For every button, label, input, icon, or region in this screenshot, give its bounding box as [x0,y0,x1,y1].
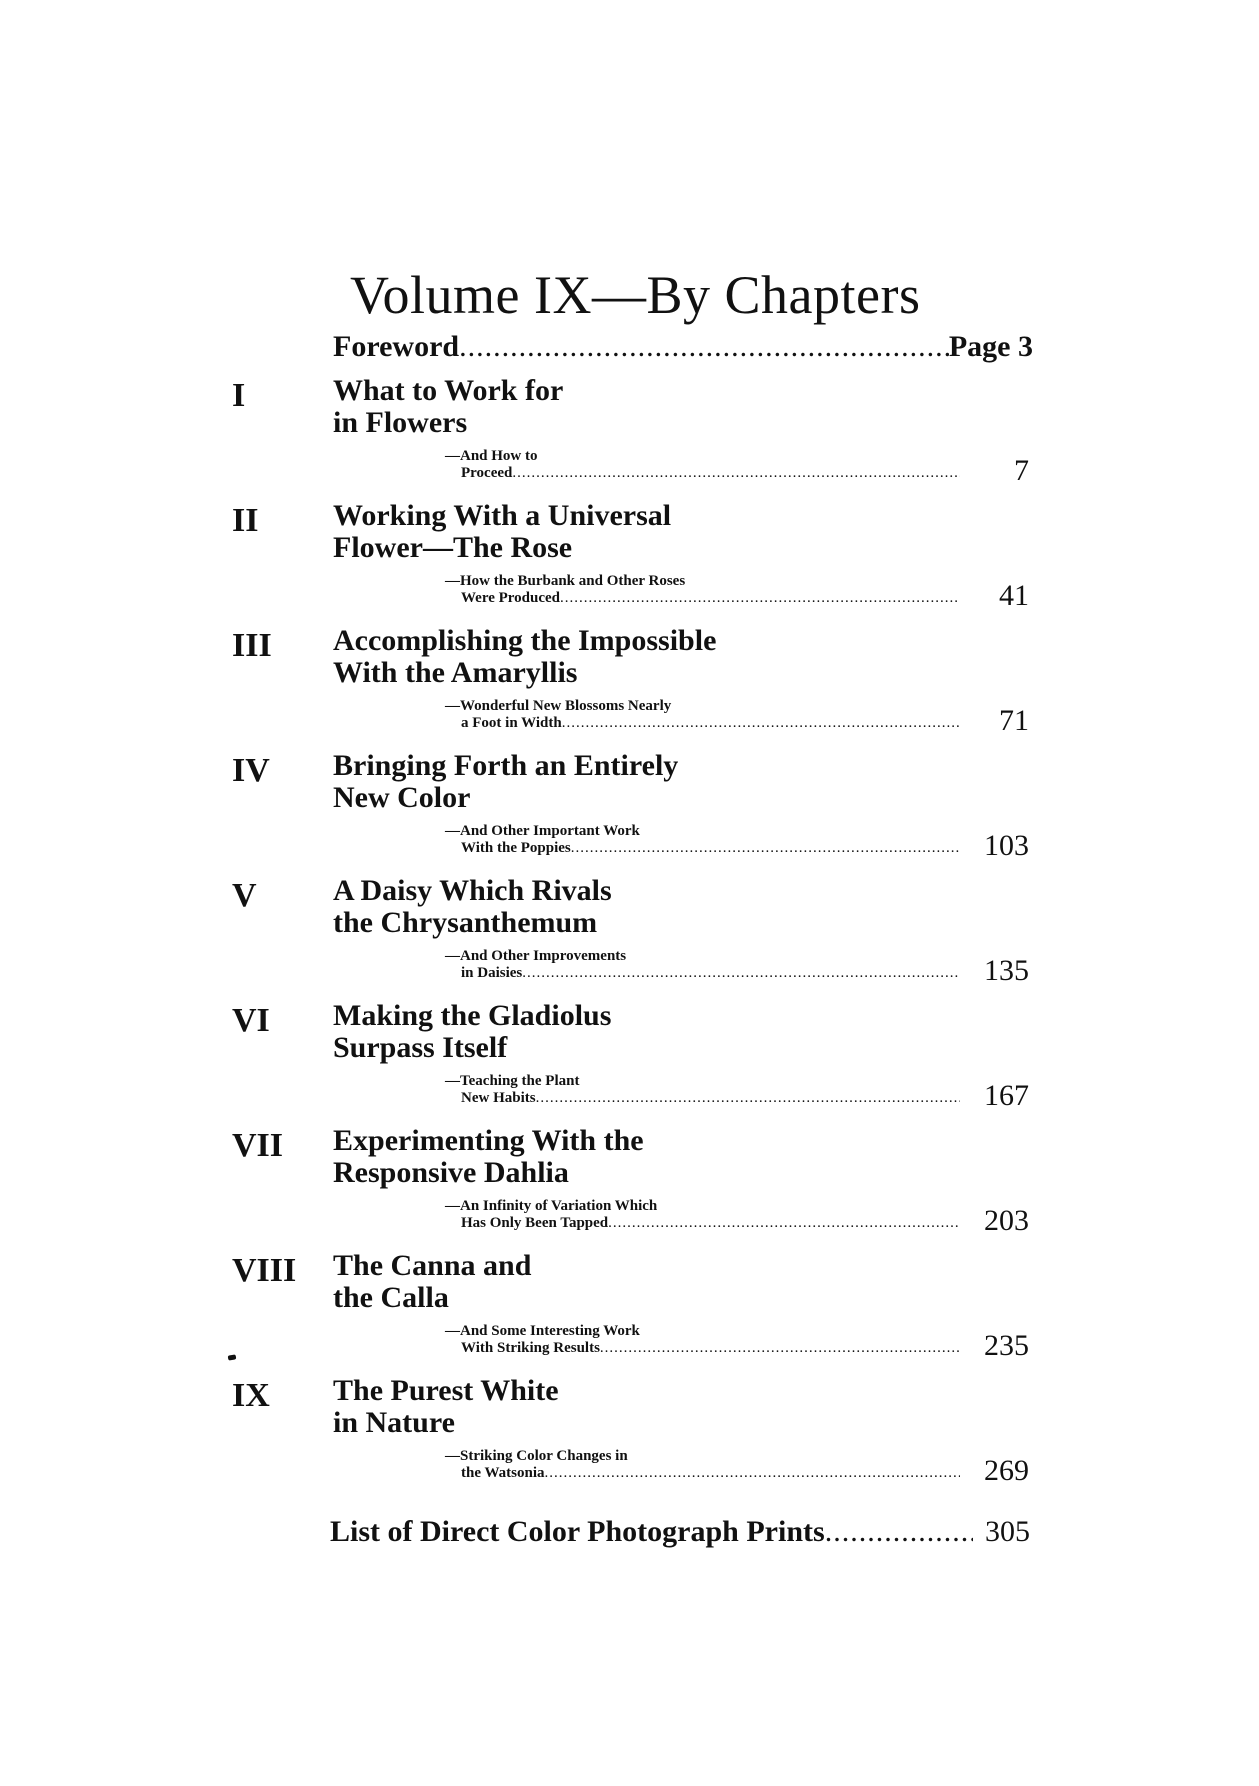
chapter-numeral: VII [232,1127,284,1164]
chapter-subtitle-line2: Has Only Been Tapped [461,1215,609,1231]
chapter-subtitle-line1: —And How to [445,448,538,464]
chapter-entry-1 [0,375,1259,495]
dot-leader [825,1515,973,1549]
list-of-prints-entry [330,1515,1030,1555]
dot-leader [512,465,960,482]
chapter-title-line1: The Purest White [333,1374,559,1407]
chapter-subtitle [445,823,960,857]
chapter-title-line1: Accomplishing the Impossible [333,624,717,657]
chapter-title [333,375,563,439]
chapter-page-number: 7 [1014,454,1029,487]
chapter-page-number: 135 [984,954,1029,987]
chapter-subtitle-line1: —Wonderful New Blossoms Nearly [445,698,672,714]
chapter-title [333,500,671,564]
chapter-title-line2: With the Amaryllis [333,656,578,689]
chapter-title-line1: Experimenting With the [333,1124,644,1157]
chapter-title [333,875,612,939]
chapter-entry-9 [0,1375,1259,1495]
chapter-numeral: I [232,377,246,414]
chapter-subtitle-line2: New Habits [461,1090,536,1106]
chapter-entry-7 [0,1125,1259,1245]
chapter-subtitle-line1: —And Some Interesting Work [445,1323,640,1339]
foreword-label: Foreword [333,330,460,363]
dot-leader [560,590,960,607]
chapter-title-line2: the Chrysanthemum [333,906,598,939]
chapter-page-number: 71 [999,704,1029,737]
chapter-page-number: 203 [984,1204,1029,1237]
chapter-page-number: 41 [999,579,1029,612]
chapter-numeral: V [232,877,257,914]
chapter-subtitle-line2-row [445,465,960,482]
chapter-title-line2: Surpass Itself [333,1031,508,1064]
chapter-subtitle-line2-row [445,1215,960,1232]
chapter-subtitle [445,573,960,607]
dot-leader [571,840,960,857]
chapter-entry-3 [0,625,1259,745]
chapter-subtitle [445,1073,960,1107]
chapter-subtitle [445,1198,960,1232]
dot-leader [522,965,960,982]
chapter-subtitle [445,1448,960,1482]
chapter-subtitle-line2: a Foot in Width [461,715,562,731]
chapter-subtitle-line1: —How the Burbank and Other Roses [445,573,686,589]
chapter-entry-2 [0,500,1259,620]
chapter-numeral: VI [232,1002,270,1039]
chapter-page-number: 235 [984,1329,1029,1362]
chapter-subtitle-line2-row [445,1465,960,1482]
chapter-title [333,1125,644,1189]
chapter-entry-4 [0,750,1259,870]
chapter-subtitle-line2: With Striking Results [461,1340,600,1356]
chapter-numeral: III [232,627,272,664]
dot-leader [536,1090,960,1107]
chapter-title [333,750,678,814]
chapter-subtitle-line2-row [445,965,960,982]
chapter-title-line2: New Color [333,781,471,814]
foreword-page: Page 3 [948,330,1033,363]
dot-leader [545,1465,961,1482]
chapter-subtitle-line1: —Teaching the Plant [445,1073,580,1089]
chapter-subtitle-line2: Were Produced [461,590,561,606]
chapter-subtitle-line2-row [445,1340,960,1357]
chapter-subtitle-line2-row [445,1090,960,1107]
chapter-entry-6 [0,1000,1259,1120]
chapter-page-number: 167 [984,1079,1029,1112]
dot-leader [608,1215,960,1232]
chapter-subtitle-line1: —And Other Improvements [445,948,627,964]
chapter-subtitle-line2: the Watsonia [461,1465,545,1481]
chapter-entry-5 [0,875,1259,995]
chapter-numeral: IV [232,752,270,789]
chapter-title [333,1250,531,1314]
chapter-subtitle-line2-row [445,590,960,607]
chapter-title [333,1000,611,1064]
chapter-numeral: IX [232,1377,270,1414]
list-of-prints-label: List of Direct Color Photograph Prints [330,1515,825,1548]
chapter-numeral: VIII [232,1252,297,1289]
chapter-title [333,625,716,689]
foreword-entry [333,330,1033,370]
chapter-numeral: II [232,502,259,539]
chapter-subtitle-line1: —Striking Color Changes in [445,1448,628,1464]
chapter-title-line2: the Calla [333,1281,449,1314]
chapter-subtitle-line2-row [445,840,960,857]
chapter-title-line2: in Flowers [333,406,468,439]
chapter-title-line1: What to Work for [333,374,564,407]
chapter-page-number: 103 [984,829,1029,862]
chapter-subtitle [445,448,960,482]
chapter-title-line1: Working With a Universal [333,499,672,532]
chapter-subtitle-line2: With the Poppies [461,840,571,856]
chapter-title-line1: The Canna and [333,1249,532,1282]
chapter-page-number: 269 [984,1454,1029,1487]
chapter-title-line1: A Daisy Which Rivals [333,874,612,907]
chapter-subtitle [445,698,960,732]
chapter-subtitle-line1: —And Other Important Work [445,823,640,839]
list-of-prints-page: 305 [985,1515,1030,1548]
chapter-subtitle-line2: Proceed [461,465,513,481]
dot-leader [600,1340,960,1357]
chapter-title-line1: Making the Gladiolus [333,999,612,1032]
dot-leader [562,715,960,732]
chapter-subtitle-line2: in Daisies [461,965,523,981]
chapter-title [333,1375,559,1439]
chapter-title-line1: Bringing Forth an Entirely [333,749,679,782]
chapter-subtitle-line2-row [445,715,960,732]
chapter-entry-8 [0,1250,1259,1370]
chapter-subtitle [445,948,960,982]
chapter-title-line2: in Nature [333,1406,455,1439]
chapter-title-line2: Flower—The Rose [333,531,573,564]
page-title: Volume IX—By Chapters [350,265,921,326]
chapter-subtitle [445,1323,960,1357]
chapter-title-line2: Responsive Dahlia [333,1156,569,1189]
chapter-subtitle-line1: —An Infinity of Variation Which [445,1198,658,1214]
dot-leader [459,330,949,364]
